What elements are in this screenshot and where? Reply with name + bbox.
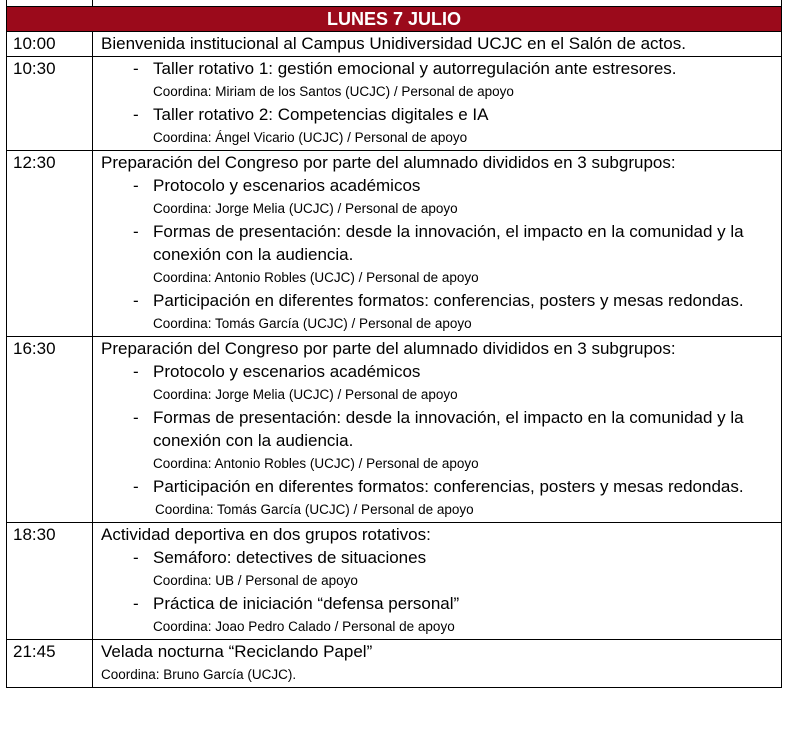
item-title: Participación en diferentes formatos: conferencias, posters y mesas redondas. — [153, 477, 744, 496]
row-time: 16:30 — [7, 337, 93, 523]
row-time: 12:30 — [7, 151, 93, 337]
row-coordinator: Coordina: Bruno García (UCJC). — [101, 667, 297, 682]
schedule-row — [7, 57, 782, 151]
schedule-page — [6, 0, 781, 688]
bullet-dash: - — [133, 594, 139, 613]
item-title: Semáforo: detectives de situaciones — [153, 548, 427, 567]
row-time: 10:00 — [7, 32, 93, 57]
list-item — [101, 103, 775, 126]
bullet-dash: - — [133, 408, 139, 427]
item-coordinator: Coordina: Joao Pedro Calado / Personal de apoyo — [153, 619, 455, 634]
schedule-table — [6, 0, 782, 688]
item-title: Formas de presentación: desde la innovación, el impacto en la comunidad y la conexión con la audiencia. — [153, 222, 744, 264]
day-header: LUNES 7 JULIO — [7, 7, 782, 32]
item-title: Práctica de iniciación “defensa personal” — [153, 594, 460, 613]
list-item — [101, 546, 775, 569]
item-coordinator: Coordina: Jorge Melia (UCJC) / Personal de apoyo — [153, 387, 458, 402]
item-coordinator: Coordina: UB / Personal de apoyo — [153, 573, 358, 588]
bullet-dash: - — [133, 59, 139, 78]
list-item — [101, 360, 775, 383]
list-item — [101, 592, 775, 615]
row-content — [93, 337, 782, 523]
schedule-row — [7, 337, 782, 523]
bullet-dash: - — [133, 548, 139, 567]
row-lead: Preparación del Congreso por parte del alumnado divididos en 3 subgrupos: — [101, 339, 676, 358]
row-time: 10:30 — [7, 57, 93, 151]
bullet-dash: - — [133, 176, 139, 195]
row-lead: Bienvenida institucional al Campus Unidiversidad UCJC en el Salón de actos. — [101, 34, 686, 53]
item-title: Formas de presentación: desde la innovación, el impacto en la comunidad y la conexión con la audiencia. — [153, 408, 744, 450]
list-item — [101, 220, 775, 266]
row-lead: Actividad deportiva en dos grupos rotativos: — [101, 525, 431, 544]
schedule-row — [7, 523, 782, 640]
bullet-dash: - — [133, 477, 139, 496]
day-header-row — [7, 7, 782, 32]
item-coordinator: Coordina: Tomás García (UCJC) / Personal de apoyo — [153, 316, 472, 331]
bullet-dash: - — [133, 362, 139, 381]
row-content — [93, 57, 782, 151]
list-item — [101, 475, 775, 498]
row-content — [93, 151, 782, 337]
item-coordinator: Coordina: Antonio Robles (UCJC) / Personal de apoyo — [153, 270, 479, 285]
row-time: 18:30 — [7, 523, 93, 640]
row-content — [93, 523, 782, 640]
item-title: Taller rotativo 2: Competencias digitales e IA — [153, 105, 489, 124]
row-lead: Velada nocturna “Reciclando Papel” — [101, 642, 373, 661]
item-title: Protocolo y escenarios académicos — [153, 176, 421, 195]
row-time: 21:45 — [7, 640, 93, 688]
item-title: Participación en diferentes formatos: conferencias, posters y mesas redondas. — [153, 291, 744, 310]
row-lead: Preparación del Congreso por parte del alumnado divididos en 3 subgrupos: — [101, 153, 676, 172]
schedule-row — [7, 640, 782, 688]
item-coordinator: Coordina: Ángel Vicario (UCJC) / Personal de apoyo — [153, 130, 468, 145]
row-content — [93, 32, 782, 57]
item-title: Protocolo y escenarios académicos — [153, 362, 421, 381]
list-item — [101, 406, 775, 452]
bullet-dash: - — [133, 291, 139, 310]
item-coordinator: Coordina: Jorge Melia (UCJC) / Personal de apoyo — [153, 201, 458, 216]
item-coordinator: Coordina: Tomás García (UCJC) / Personal de apoyo — [155, 502, 474, 517]
list-item — [101, 174, 775, 197]
schedule-row — [7, 151, 782, 337]
bullet-dash: - — [133, 222, 139, 241]
bullet-dash: - — [133, 105, 139, 124]
list-item — [101, 289, 775, 312]
item-coordinator: Coordina: Antonio Robles (UCJC) / Personal de apoyo — [153, 456, 479, 471]
list-item — [101, 57, 775, 80]
row-content — [93, 640, 782, 688]
item-title: Taller rotativo 1: gestión emocional y autorregulación ante estresores. — [153, 59, 677, 78]
schedule-row — [7, 32, 782, 57]
item-coordinator: Coordina: Miriam de los Santos (UCJC) / Personal de apoyo — [153, 84, 514, 99]
